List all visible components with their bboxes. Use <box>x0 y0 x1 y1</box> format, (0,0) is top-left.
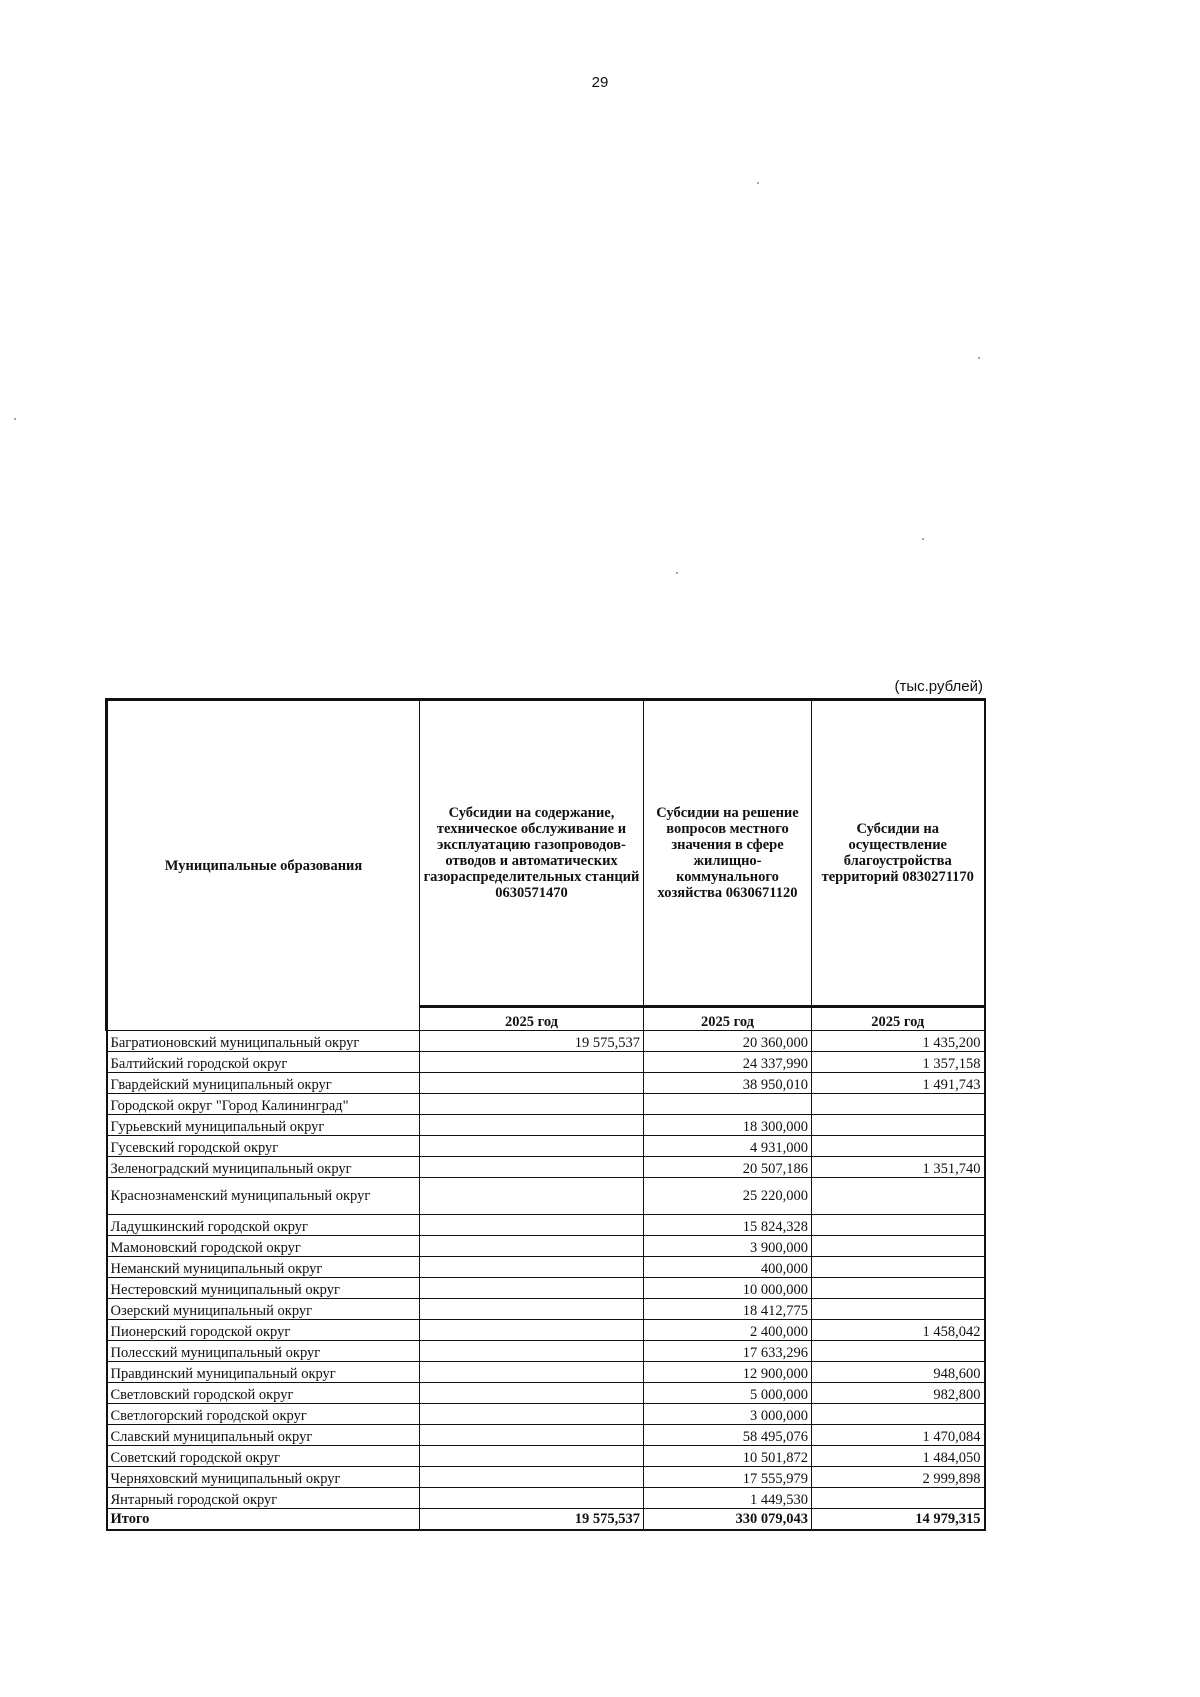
gas-subsidy-value <box>420 1094 644 1115</box>
municipality-name: Пионерский городской округ <box>107 1320 420 1341</box>
municipality-name: Черняховский муниципальный округ <box>107 1467 420 1488</box>
municipality-name: Гурьевский муниципальный округ <box>107 1115 420 1136</box>
municipality-name: Гусевский городской округ <box>107 1136 420 1157</box>
header-gas-subsidies: Субсидии на содержание, техническое обслуживание и эксплуатацию газопроводов-отводов и автоматических газораспределительных станций 0630571470 <box>420 700 644 1007</box>
table-row <box>107 1178 985 1215</box>
table-row <box>107 1299 985 1320</box>
landscaping-subsidy-value <box>812 1341 985 1362</box>
landscaping-subsidy-value <box>812 1299 985 1320</box>
landscaping-subsidy-value <box>812 1115 985 1136</box>
table-row <box>107 1257 985 1278</box>
housing-subsidy-value: 18 412,775 <box>644 1299 812 1320</box>
landscaping-subsidy-value: 1 491,743 <box>812 1073 985 1094</box>
table-row <box>107 1052 985 1073</box>
municipality-name: Зеленоградский муниципальный округ <box>107 1157 420 1178</box>
landscaping-subsidy-value: 982,800 <box>812 1383 985 1404</box>
landscaping-subsidy-value <box>812 1136 985 1157</box>
page-number: 29 <box>591 74 609 91</box>
table-row <box>107 1215 985 1236</box>
header-housing-subsidies: Субсидии на решение вопросов местного значения в сфере жилищно-коммунального хозяйства 0630671120 <box>644 700 812 1007</box>
total-housing: 330 079,043 <box>644 1509 812 1531</box>
table-row <box>107 1236 985 1257</box>
year-label: 2025 год <box>420 1007 644 1031</box>
municipality-name: Правдинский муниципальный округ <box>107 1362 420 1383</box>
table-row <box>107 1115 985 1136</box>
gas-subsidy-value <box>420 1178 644 1215</box>
housing-subsidy-value <box>644 1094 812 1115</box>
gas-subsidy-value <box>420 1383 644 1404</box>
table-row <box>107 1467 985 1488</box>
housing-subsidy-value: 20 360,000 <box>644 1031 812 1052</box>
landscaping-subsidy-value: 1 351,740 <box>812 1157 985 1178</box>
subsidies-table <box>105 698 986 1531</box>
table-row <box>107 1094 985 1115</box>
housing-subsidy-value: 24 337,990 <box>644 1052 812 1073</box>
landscaping-subsidy-value <box>812 1215 985 1236</box>
landscaping-subsidy-value: 1 435,200 <box>812 1031 985 1052</box>
gas-subsidy-value <box>420 1215 644 1236</box>
municipality-name: Мамоновский городской округ <box>107 1236 420 1257</box>
table-row <box>107 1446 985 1467</box>
landscaping-subsidy-value <box>812 1278 985 1299</box>
landscaping-subsidy-value: 1 484,050 <box>812 1446 985 1467</box>
housing-subsidy-value: 4 931,000 <box>644 1136 812 1157</box>
gas-subsidy-value <box>420 1052 644 1073</box>
table-row <box>107 1278 985 1299</box>
total-landscaping: 14 979,315 <box>812 1509 985 1531</box>
table-row <box>107 1362 985 1383</box>
total-gas: 19 575,537 <box>420 1509 644 1531</box>
landscaping-subsidy-value: 1 357,158 <box>812 1052 985 1073</box>
table-row <box>107 1383 985 1404</box>
municipality-name: Ладушкинский городской округ <box>107 1215 420 1236</box>
municipality-name: Нестеровский муниципальный округ <box>107 1278 420 1299</box>
municipality-name: Светлогорский городской округ <box>107 1404 420 1425</box>
housing-subsidy-value: 20 507,186 <box>644 1157 812 1178</box>
gas-subsidy-value <box>420 1278 644 1299</box>
housing-subsidy-value: 17 555,979 <box>644 1467 812 1488</box>
municipality-name: Советский городской округ <box>107 1446 420 1467</box>
municipality-name: Светловский городской округ <box>107 1383 420 1404</box>
landscaping-subsidy-value <box>812 1236 985 1257</box>
landscaping-subsidy-value: 2 999,898 <box>812 1467 985 1488</box>
landscaping-subsidy-value <box>812 1404 985 1425</box>
municipality-name: Гвардейский муниципальный округ <box>107 1073 420 1094</box>
housing-subsidy-value: 10 000,000 <box>644 1278 812 1299</box>
gas-subsidy-value <box>420 1425 644 1446</box>
header-row <box>107 700 985 1007</box>
gas-subsidy-value <box>420 1362 644 1383</box>
table-row <box>107 1341 985 1362</box>
header-landscaping-subsidies: Субсидии на осуществление благоустройства территорий 0830271170 <box>812 700 985 1007</box>
gas-subsidy-value <box>420 1299 644 1320</box>
gas-subsidy-value <box>420 1446 644 1467</box>
municipality-name: Полесский муниципальный округ <box>107 1341 420 1362</box>
gas-subsidy-value <box>420 1136 644 1157</box>
table-row <box>107 1320 985 1341</box>
housing-subsidy-value: 17 633,296 <box>644 1341 812 1362</box>
gas-subsidy-value: 19 575,537 <box>420 1031 644 1052</box>
housing-subsidy-value: 58 495,076 <box>644 1425 812 1446</box>
housing-subsidy-value: 12 900,000 <box>644 1362 812 1383</box>
housing-subsidy-value: 3 000,000 <box>644 1404 812 1425</box>
housing-subsidy-value: 2 400,000 <box>644 1320 812 1341</box>
municipality-name: Славский муниципальный округ <box>107 1425 420 1446</box>
table-row <box>107 1404 985 1425</box>
table-row <box>107 1073 985 1094</box>
header-municipalities: Муниципальные образования <box>107 700 420 1031</box>
landscaping-subsidy-value: 948,600 <box>812 1362 985 1383</box>
table-row <box>107 1425 985 1446</box>
housing-subsidy-value: 10 501,872 <box>644 1446 812 1467</box>
gas-subsidy-value <box>420 1115 644 1136</box>
municipality-name: Багратионовский муниципальный округ <box>107 1031 420 1052</box>
gas-subsidy-value <box>420 1404 644 1425</box>
landscaping-subsidy-value <box>812 1488 985 1509</box>
table-row <box>107 1157 985 1178</box>
housing-subsidy-value: 1 449,530 <box>644 1488 812 1509</box>
gas-subsidy-value <box>420 1488 644 1509</box>
municipality-name: Озерский муниципальный округ <box>107 1299 420 1320</box>
table-row <box>107 1031 985 1052</box>
housing-subsidy-value: 15 824,328 <box>644 1215 812 1236</box>
table-row <box>107 1488 985 1509</box>
table-row <box>107 1136 985 1157</box>
year-label: 2025 год <box>644 1007 812 1031</box>
municipality-name: Неманский муниципальный округ <box>107 1257 420 1278</box>
units-label: (тыс.рублей) <box>894 678 983 695</box>
landscaping-subsidy-value <box>812 1257 985 1278</box>
total-row <box>107 1509 985 1531</box>
landscaping-subsidy-value <box>812 1178 985 1215</box>
year-label: 2025 год <box>812 1007 985 1031</box>
gas-subsidy-value <box>420 1341 644 1362</box>
housing-subsidy-value: 25 220,000 <box>644 1178 812 1215</box>
housing-subsidy-value: 5 000,000 <box>644 1383 812 1404</box>
housing-subsidy-value: 3 900,000 <box>644 1236 812 1257</box>
municipality-name: Балтийский городской округ <box>107 1052 420 1073</box>
gas-subsidy-value <box>420 1320 644 1341</box>
gas-subsidy-value <box>420 1073 644 1094</box>
municipality-name: Краснознаменский муниципальный округ <box>107 1178 420 1215</box>
housing-subsidy-value: 400,000 <box>644 1257 812 1278</box>
gas-subsidy-value <box>420 1157 644 1178</box>
municipality-name: Городской округ "Город Калининград" <box>107 1094 420 1115</box>
gas-subsidy-value <box>420 1257 644 1278</box>
gas-subsidy-value <box>420 1236 644 1257</box>
table-body <box>107 1031 985 1531</box>
landscaping-subsidy-value: 1 470,084 <box>812 1425 985 1446</box>
gas-subsidy-value <box>420 1467 644 1488</box>
landscaping-subsidy-value <box>812 1094 985 1115</box>
total-label: Итого <box>107 1509 420 1531</box>
housing-subsidy-value: 38 950,010 <box>644 1073 812 1094</box>
landscaping-subsidy-value: 1 458,042 <box>812 1320 985 1341</box>
housing-subsidy-value: 18 300,000 <box>644 1115 812 1136</box>
municipality-name: Янтарный городской округ <box>107 1488 420 1509</box>
